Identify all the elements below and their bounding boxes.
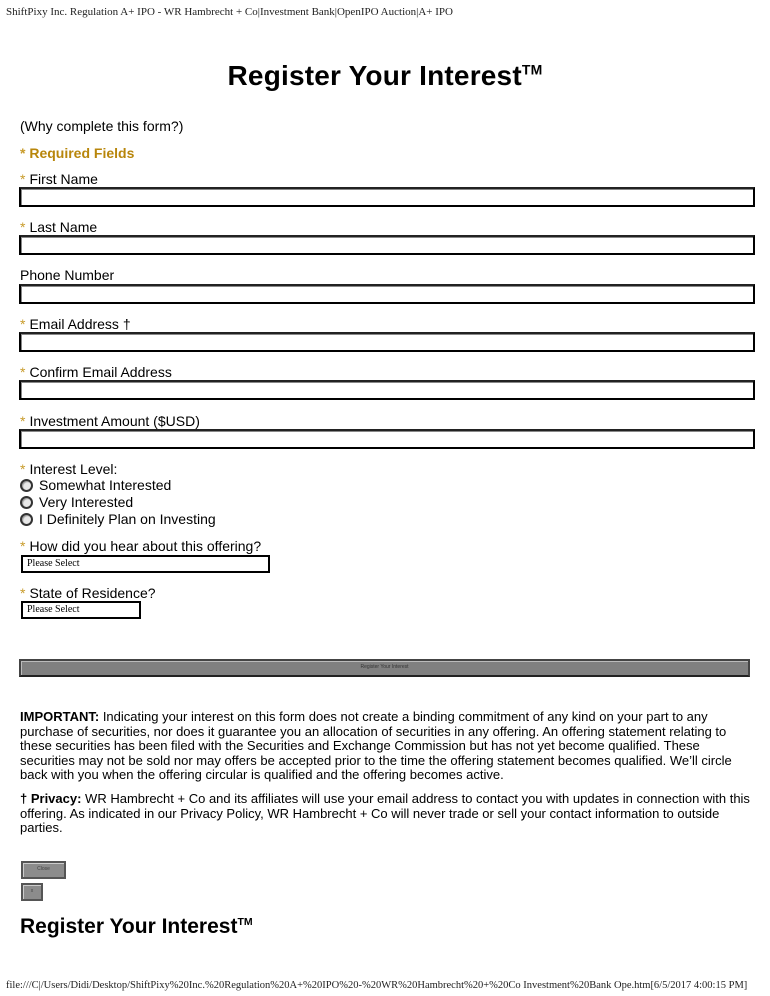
- interest-option-label: Somewhat Interested: [39, 477, 172, 493]
- email-label-text: Email Address †: [29, 316, 131, 332]
- confirm-email-label-text: Confirm Email Address: [29, 364, 172, 380]
- privacy-lead: † Privacy:: [20, 791, 82, 806]
- state-label-text: State of Residence?: [29, 585, 156, 601]
- interest-option-definitely[interactable]: [20, 511, 216, 527]
- state-select[interactable]: Please Select: [21, 601, 141, 619]
- phone-label-text: Phone Number: [20, 267, 115, 283]
- print-footer: file:///C|/Users/Didi/Desktop/ShiftPixy%20Inc.%20Regulation%20A+%20IPO%20-%20WR%20Hambrecht%20+%20Co Investment%20Bank Ope.htm[6/5/2017 4:00:15 PM]: [6, 980, 748, 991]
- important-text: Indicating your interest on this form does not create a binding commitment of any kind on your part to any purchase of securities, nor does it guarantee you an allocation of securities in any offering. An offering statement relating to these securities has been filed with the Securities and Exchange Commission but has not yet become qualified. These securities may not be sold nor may offers be accepted prior to the time the offering statement becomes qualified. We’ll circle back with you when the offering circular is qualified and the offering becomes active.: [20, 709, 732, 782]
- hear-about-label: [20, 538, 261, 554]
- email-input[interactable]: [19, 332, 755, 352]
- why-complete-link[interactable]: (Why complete this form?): [20, 118, 184, 134]
- radio-button-icon[interactable]: [20, 513, 33, 526]
- required-star: *: [20, 461, 26, 477]
- radio-button-icon[interactable]: [20, 496, 33, 509]
- section-title-text: Register Your Interest: [20, 915, 238, 938]
- first-name-label: [20, 171, 98, 187]
- close-button[interactable]: Close: [21, 861, 66, 879]
- investment-amount-input[interactable]: [19, 429, 755, 449]
- last-name-input[interactable]: [19, 235, 755, 255]
- interest-level-label-text: Interest Level:: [29, 461, 118, 477]
- required-star: *: [20, 585, 26, 601]
- required-star: *: [20, 538, 26, 554]
- required-star: *: [20, 413, 26, 429]
- small-button[interactable]: x: [21, 883, 43, 901]
- hear-about-label-text: How did you hear about this offering?: [29, 538, 262, 554]
- state-label: [20, 585, 156, 601]
- interest-option-somewhat[interactable]: [20, 477, 171, 493]
- important-disclaimer: [20, 710, 755, 783]
- page-title: [0, 60, 770, 92]
- trademark-mark: TM: [237, 916, 253, 928]
- interest-level-label: [20, 461, 117, 477]
- confirm-email-input[interactable]: [19, 380, 755, 400]
- email-label: [20, 316, 131, 332]
- privacy-text: WR Hambrecht + Co and its affiliates will use your email address to contact you with updates in connection with this offering. As indicated in our Privacy Policy, WR Hambrecht + Co will never trade or sell your contact information to outside parties.: [20, 791, 750, 835]
- privacy-note: [20, 792, 755, 836]
- important-lead: IMPORTANT:: [20, 709, 100, 724]
- first-name-label-text: First Name: [29, 171, 98, 187]
- section-title: [20, 915, 253, 939]
- required-star: *: [20, 171, 26, 187]
- print-header: ShiftPixy Inc. Regulation A+ IPO - WR Hambrecht + Co|Investment Bank|OpenIPO Auction|A+ IPO: [6, 6, 453, 18]
- first-name-input[interactable]: [19, 187, 755, 207]
- trademark-mark: TM: [521, 61, 543, 78]
- investment-amount-label: [20, 413, 200, 429]
- required-star: *: [20, 219, 26, 235]
- last-name-label: [20, 219, 97, 235]
- confirm-email-label: [20, 364, 172, 380]
- required-star: *: [20, 316, 26, 332]
- register-submit-button[interactable]: Register Your Interest: [19, 659, 750, 677]
- interest-option-label: Very Interested: [39, 494, 134, 510]
- last-name-label-text: Last Name: [29, 219, 98, 235]
- phone-label: [20, 267, 114, 283]
- required-star: *: [20, 364, 26, 380]
- radio-button-icon[interactable]: [20, 479, 33, 492]
- required-star: *: [20, 145, 26, 161]
- required-fields-note: [20, 145, 134, 161]
- interest-option-label: I Definitely Plan on Investing: [39, 511, 216, 527]
- hear-about-select[interactable]: Please Select: [21, 555, 270, 573]
- required-fields-text: Required Fields: [29, 145, 135, 161]
- phone-input[interactable]: [19, 284, 755, 304]
- investment-amount-label-text: Investment Amount ($USD): [29, 413, 200, 429]
- page-title-text: Register Your Interest: [227, 60, 522, 91]
- interest-option-very[interactable]: [20, 494, 133, 510]
